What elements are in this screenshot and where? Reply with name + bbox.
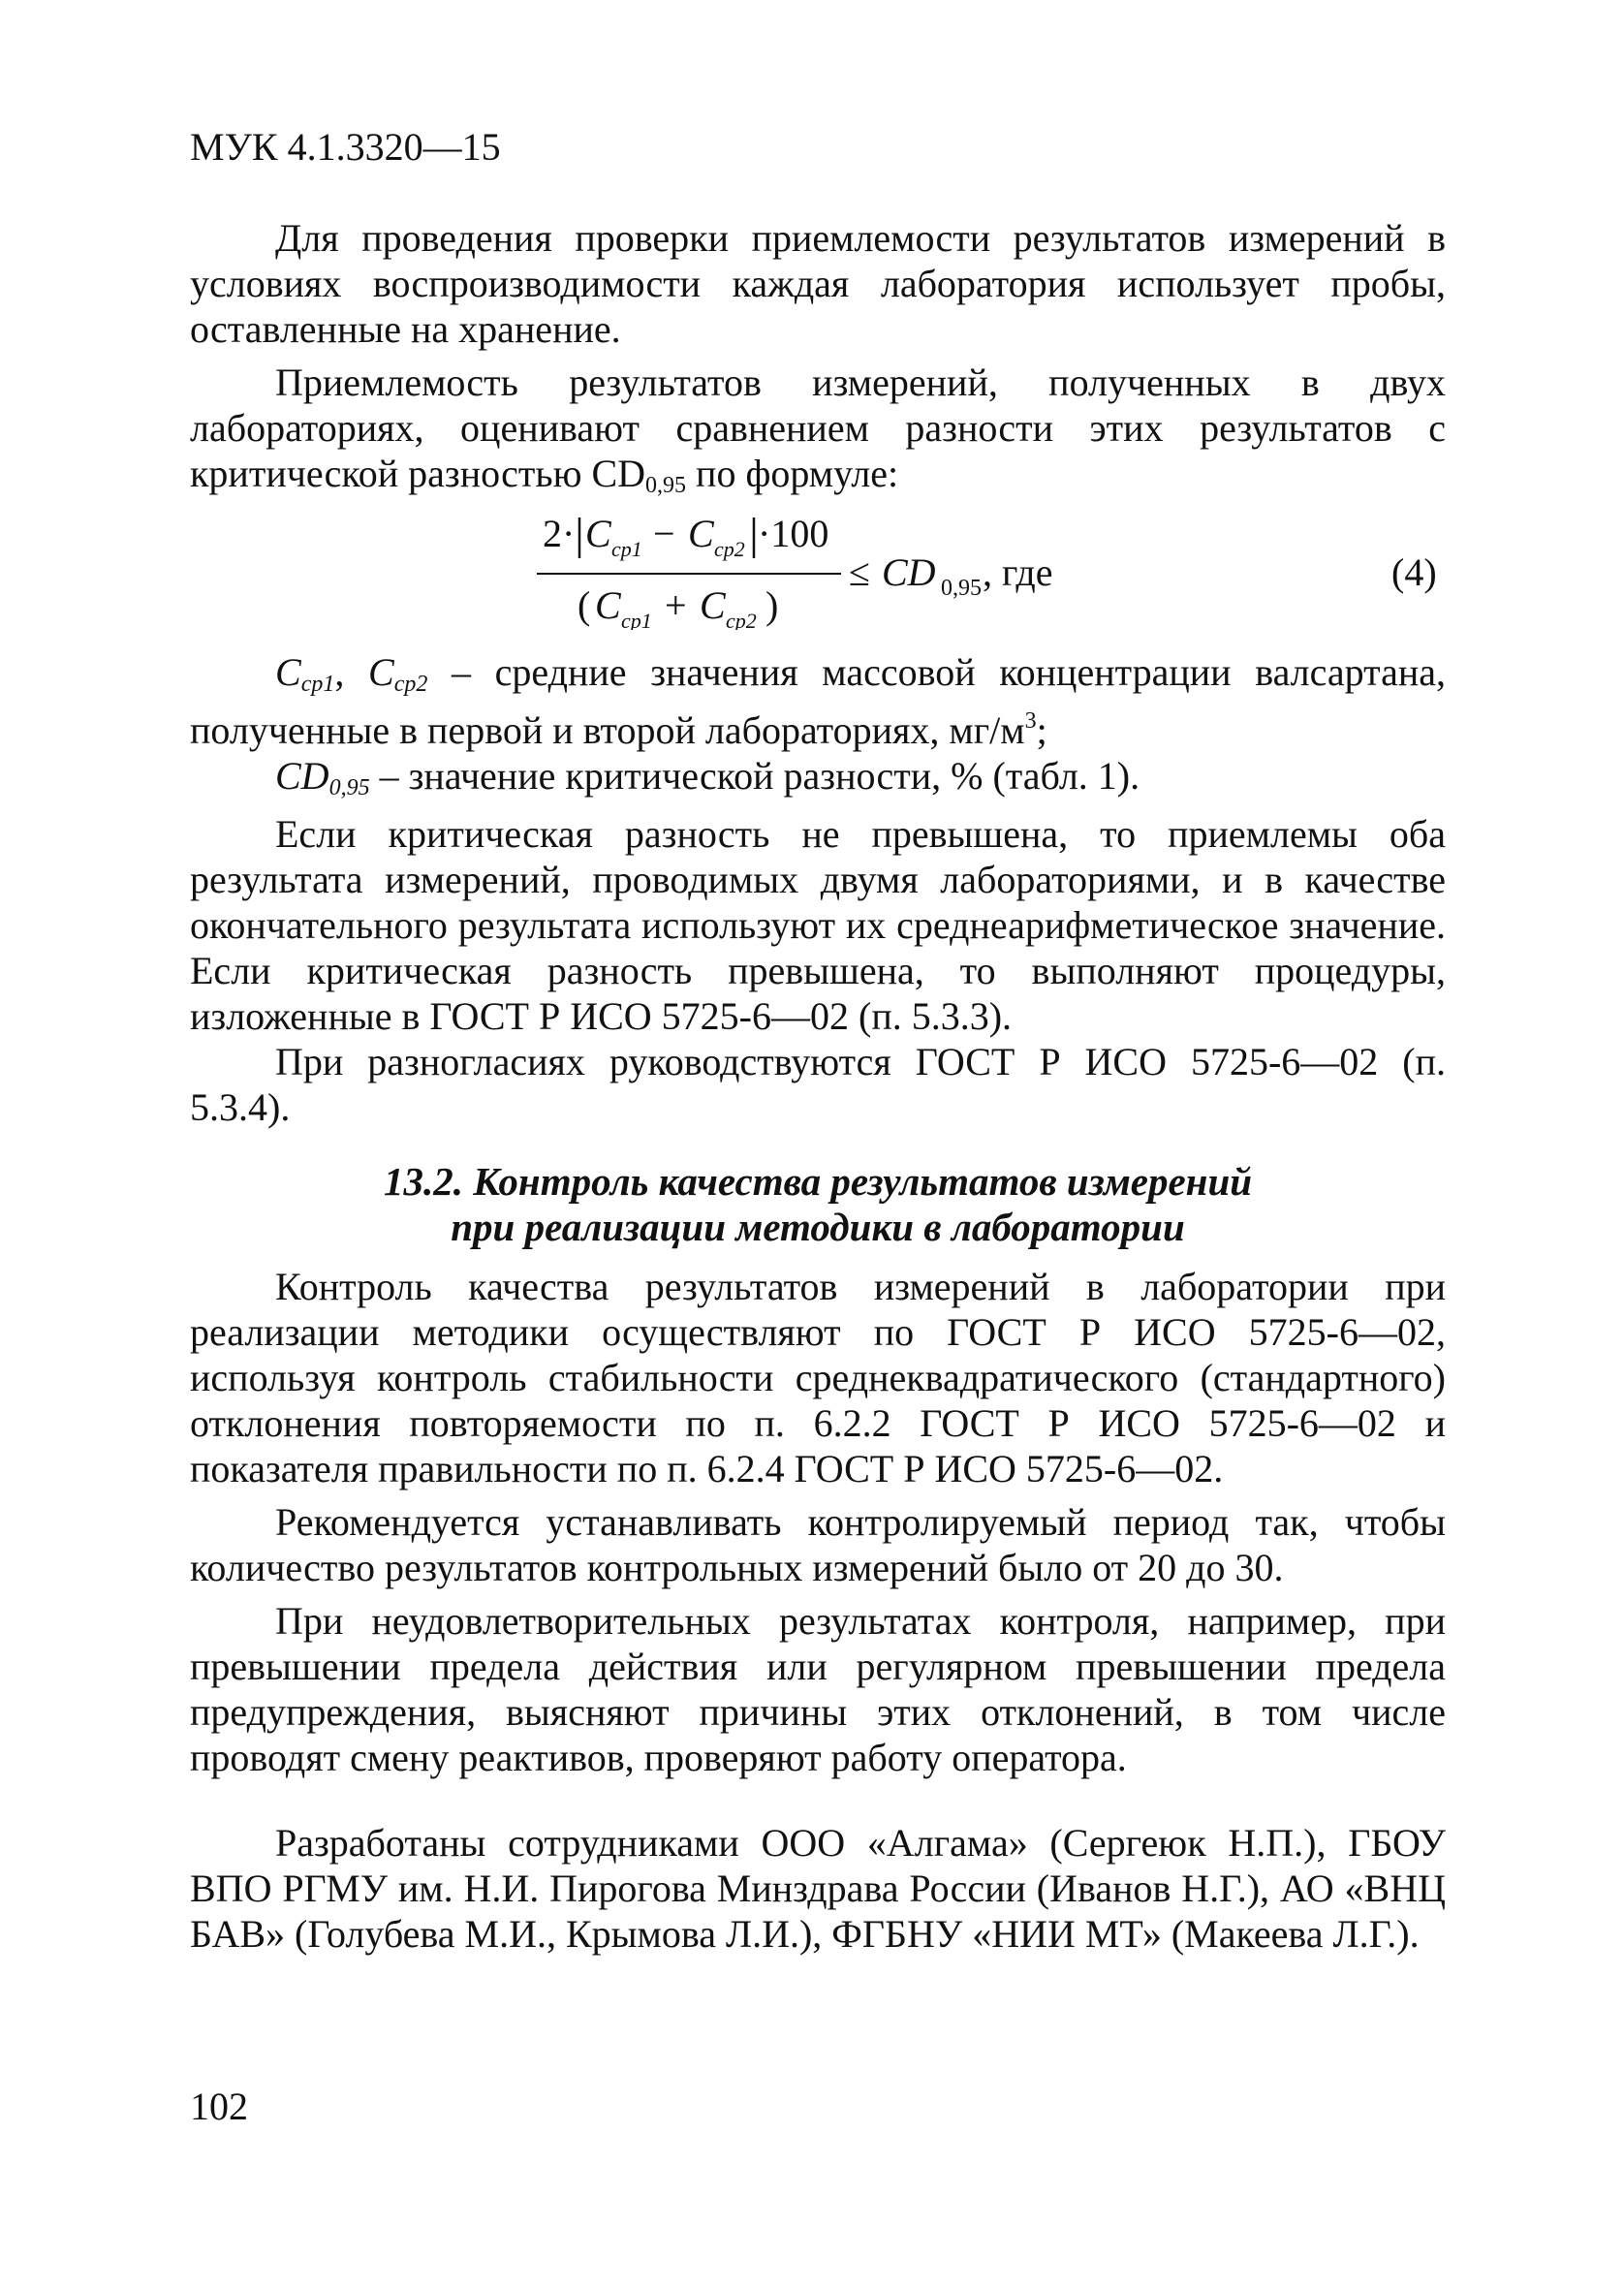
numerator-prefix: 2· bbox=[543, 512, 576, 555]
numerator-times-100: ·100 bbox=[758, 512, 829, 555]
formula-number: (4) bbox=[1391, 550, 1437, 594]
denominator-plus: + bbox=[665, 583, 687, 627]
def-c1: C bbox=[275, 650, 301, 694]
numerator-c2: C bbox=[688, 512, 714, 555]
def-cd-text: – значение критической разности, % (табл. 1). bbox=[369, 754, 1140, 798]
paragraph-reproducibility: Для проведения проверки приемлемости результатов измерений в условиях воспроизводимости каждая лаборатория использует пробы, оставленные на хранение. bbox=[190, 216, 1446, 351]
acceptability-text-end: по формуле: bbox=[686, 452, 899, 495]
denominator-c2-sub: cp2 bbox=[726, 609, 757, 630]
numerator-c2-sub: cp2 bbox=[714, 537, 745, 561]
formula-svg bbox=[190, 504, 1446, 630]
leq-sign: ≤ bbox=[849, 550, 870, 594]
text-block-top bbox=[190, 215, 1446, 509]
def-c-sup: 3 bbox=[1024, 708, 1037, 734]
paragraph-quality-control: Контроль качества результатов измерений в лаборатории при реализации методики осуществляют по ГОСТ Р ИСО 5725-6—02, используя контроль стабильности среднеквадратического (стандартного) отклонения повторяемости по п. 6.2.2 ГОСТ Р ИСО 5725-6—02 и показателя правильности по п. 6.2.4 ГОСТ Р ИСО 5725-6—02. bbox=[190, 1265, 1446, 1490]
formula-cd-sub: 0,95 bbox=[941, 576, 982, 601]
acceptability-text: Приемлемость результатов измерений, полученных в двух лабораториях, оценивают сравнением разности этих результатов с критической разностью CD bbox=[190, 361, 1446, 495]
page-number: 102 bbox=[190, 2085, 248, 2128]
def-cd: CD bbox=[275, 754, 329, 798]
formula-where: , где bbox=[983, 550, 1053, 594]
section-title bbox=[190, 1159, 1446, 1250]
text-block-middle bbox=[190, 649, 1446, 1780]
numerator-c1: C bbox=[585, 512, 611, 555]
denominator-c2: C bbox=[700, 583, 726, 627]
paragraph-acceptability bbox=[190, 360, 1446, 509]
def-c1-sub: cp1 bbox=[300, 672, 335, 697]
paragraph-control-period: Рекомендуется устанавливать контролируемый период так, чтобы количество результатов контрольных измерений было от 20 до 30. bbox=[190, 1500, 1446, 1589]
numerator-minus: − bbox=[653, 512, 675, 555]
document-code: МУК 4.1.3320—15 bbox=[190, 125, 501, 169]
def-cd-sub: 0,95 bbox=[328, 775, 370, 800]
paragraph-developed-by: Разработаны сотрудниками ООО «Алгама» (Сергеюк Н.П.), ГБОУ ВПО РГМУ им. Н.И. Пирогова Минздрава России (Иванов Н.Г.), АО «ВНЦ БАВ» (Голубева М.И., Крымова Л.И.), ФГБНУ «НИИ МТ» (Макеева Л.Г.). bbox=[190, 1821, 1446, 1956]
paragraph-critical-difference: Если критическая разность не превышена, то приемлемы оба результата измерений, проводимых двумя лабораториями, и в качестве окончательного результата используют их среднеарифметическое значение. Если критическая разность превышена, то выполняют процедуры, изложенные в ГОСТ Р ИСО 5725-6—02 (п. 5.3.3). bbox=[190, 812, 1446, 1038]
section-title-line2: при реализации методики в лаборатории bbox=[451, 1205, 1185, 1249]
cd-subscript: 0,95 bbox=[645, 473, 687, 498]
formula-4 bbox=[190, 504, 1446, 630]
paragraph-disagreements: При разногласиях руководствуются ГОСТ Р ИСО 5725-6—02 (п. 5.3.4). bbox=[190, 1040, 1446, 1129]
definition-cd bbox=[190, 753, 1446, 811]
def-c-text: – средние значения массовой концентрации валсартана, полученные в первой и второй лабораториях, мг/м bbox=[190, 650, 1446, 752]
paragraph-unsatisfactory: При неудовлетворительных результатах контроля, например, при превышении предела действия или регулярном превышении предела предупреждения, выясняют причины этих отклонений, в том числе проводят смену реактивов, проверяют работу оператора. bbox=[190, 1599, 1446, 1779]
def-c2: C bbox=[368, 650, 394, 694]
formula-cd: CD bbox=[882, 550, 936, 594]
denominator-open-paren: ( bbox=[578, 583, 591, 627]
denominator-c1-sub: cp1 bbox=[621, 609, 652, 630]
text-block-authors bbox=[190, 1820, 1446, 1957]
definition-concentrations bbox=[190, 649, 1446, 753]
def-sep: , bbox=[334, 650, 368, 694]
numerator-c1-sub: cp1 bbox=[611, 537, 642, 561]
denominator-c1: C bbox=[595, 583, 621, 627]
section-title-line1: 13.2. Контроль качества результатов измерений bbox=[383, 1159, 1253, 1204]
def-c2-sub: cp2 bbox=[393, 672, 428, 697]
def-c-end: ; bbox=[1036, 708, 1047, 752]
denominator-close-paren: ) bbox=[765, 583, 779, 627]
